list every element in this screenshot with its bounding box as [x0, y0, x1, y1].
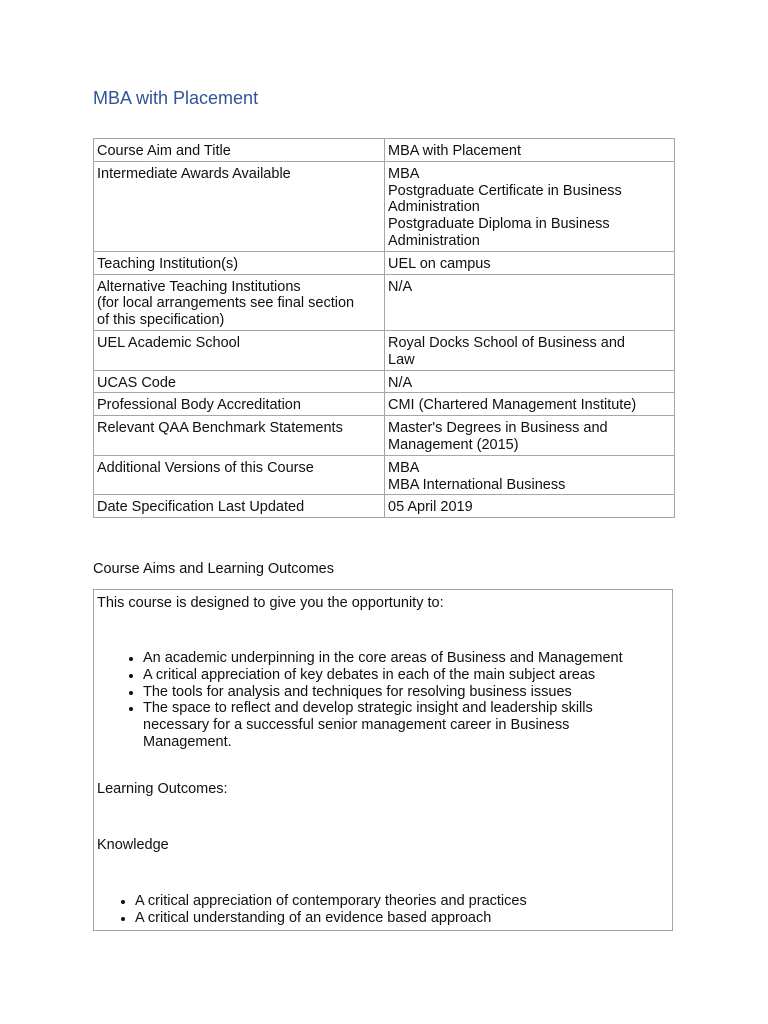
spec-value-line: Royal Docks School of Business and: [388, 334, 625, 351]
aim-list-item: [143, 667, 663, 684]
spec-label-line: (for local arrangements see final section: [97, 295, 355, 312]
aim-text-line: • The space to reflect and develop strategic insight and leadership skills: [143, 700, 593, 717]
outcomes-box: [93, 589, 673, 931]
spec-label-line: Additional Versions of this Course: [97, 459, 314, 476]
spec-label-cell: [94, 495, 385, 518]
spec-label-line: Alternative Teaching Institutions: [97, 278, 301, 295]
spec-value-cell: [385, 139, 675, 162]
page-title: MBA with Placement: [93, 88, 259, 108]
spec-row: [94, 495, 675, 518]
learning-outcomes-label: Learning Outcomes:: [97, 781, 228, 797]
spec-row: [94, 161, 675, 251]
aims-list: [94, 650, 663, 751]
spec-value-line: MBA International Business: [388, 476, 566, 493]
outcomes-section-heading: Course Aims and Learning Outcomes: [93, 561, 334, 577]
spec-value-cell: [385, 455, 675, 495]
spec-value-cell: [385, 416, 675, 456]
aim-text-line: Management.: [143, 733, 232, 750]
course-spec-table-body: [94, 139, 675, 518]
spec-label-line: UEL Academic School: [97, 334, 240, 351]
spec-value-line: Administration: [388, 199, 480, 216]
spec-label-line: UCAS Code: [97, 374, 176, 391]
spec-value-cell: [385, 161, 675, 251]
knowledge-label: Knowledge: [97, 837, 169, 853]
spec-label-line: of this specification): [97, 312, 225, 329]
aim-list-item: [143, 684, 663, 701]
knowledge-list-item: • A critical appreciation of contemporary theories and practices: [135, 893, 655, 910]
spec-row: [94, 455, 675, 495]
spec-value-line: Master's Degrees in Business and: [388, 420, 608, 437]
outcomes-intro: This course is designed to give you the opportunity to:: [97, 595, 444, 611]
spec-label-cell: [94, 274, 385, 330]
knowledge-list-item: • A critical understanding of an evidence based approach: [135, 910, 655, 927]
spec-value-cell: [385, 274, 675, 330]
spec-value-line: MBA: [388, 459, 420, 476]
aim-text-line: • An academic underpinning in the core areas of Business and Management: [143, 650, 623, 666]
spec-value-cell: [385, 495, 675, 518]
spec-value-cell: [385, 393, 675, 416]
spec-value-line: N/A: [388, 374, 413, 391]
spec-value-line: CMI (Chartered Management Institute): [388, 397, 637, 414]
spec-label-line: Date Specification Last Updated: [97, 499, 305, 516]
spec-label-line: Intermediate Awards Available: [97, 165, 291, 182]
spec-label-cell: [94, 370, 385, 393]
spec-value-line: Law: [388, 351, 415, 368]
spec-label-cell: [94, 330, 385, 370]
spec-row: [94, 274, 675, 330]
spec-value-cell: [385, 251, 675, 274]
spec-value-line: N/A: [388, 278, 413, 295]
spec-value-line: Postgraduate Certificate in Business: [388, 182, 622, 199]
spec-value-cell: [385, 370, 675, 393]
aim-text-line: • The tools for analysis and techniques for resolving business issues: [143, 683, 572, 700]
spec-row: [94, 330, 675, 370]
spec-label-line: Relevant QAA Benchmark Statements: [97, 420, 343, 437]
spec-value-line: Management (2015): [388, 436, 519, 453]
aim-text-line: • A critical appreciation of key debates in each of the main subject areas: [143, 666, 596, 683]
spec-label-cell: [94, 455, 385, 495]
spec-value-line: 05 April 2019: [388, 499, 473, 516]
knowledge-list: [94, 893, 655, 927]
spec-label-line: Professional Body Accreditation: [97, 397, 301, 414]
spec-label-cell: [94, 393, 385, 416]
course-spec-table: [93, 138, 675, 518]
spec-row: [94, 416, 675, 456]
spec-row: [94, 370, 675, 393]
spec-label-cell: [94, 139, 385, 162]
spec-label-cell: [94, 416, 385, 456]
aim-text-line: necessary for a successful senior management career in Business: [143, 717, 570, 734]
spec-label-cell: [94, 161, 385, 251]
spec-row: [94, 251, 675, 274]
spec-row: [94, 393, 675, 416]
aim-list-item: [143, 650, 663, 667]
spec-label-line: Course Aim and Title: [97, 143, 231, 159]
aim-list-item: [143, 700, 663, 750]
spec-value-line: Administration: [388, 232, 480, 249]
spec-label-line: Teaching Institution(s): [97, 255, 239, 272]
spec-row: [94, 139, 675, 162]
spec-label-cell: [94, 251, 385, 274]
spec-value-line: UEL on campus: [388, 255, 491, 272]
spec-value-line: Postgraduate Diploma in Business: [388, 216, 610, 233]
spec-value-line: MBA: [388, 165, 420, 182]
spec-value-cell: [385, 330, 675, 370]
spec-value-line: MBA with Placement: [388, 143, 521, 159]
